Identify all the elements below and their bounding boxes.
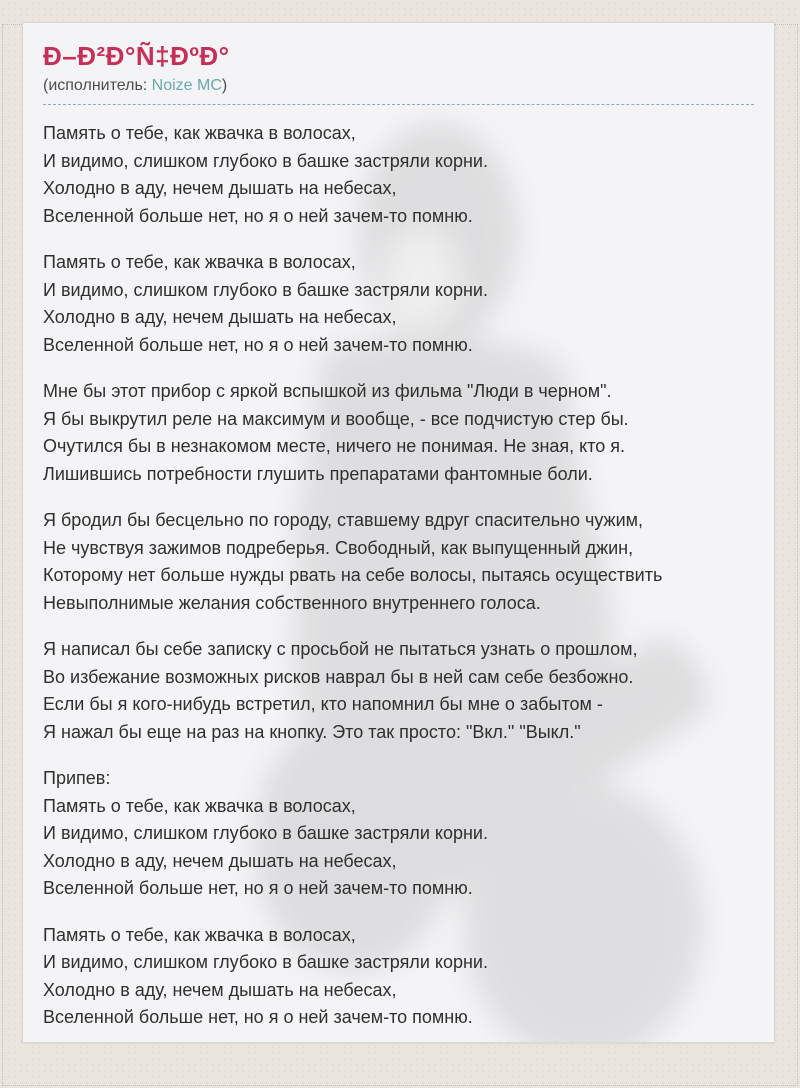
lyric-line: Вселенной больше нет, но я о ней зачем-то помню. [43, 1007, 473, 1027]
lyric-line: И видимо, слишком глубоко в башке застряли корни. [43, 150, 488, 171]
lyric-line: Холодно в аду, нечем дышать на небесах, [43, 850, 397, 871]
lyric-line: Холодно в аду, нечем дышать на небесах, [43, 178, 397, 198]
lyric-line: Я нажал бы еще на раз на кнопку. Это так просто: "Вкл." "Выкл." [43, 721, 581, 742]
artist-link[interactable]: Noize MC [151, 77, 222, 94]
lyric-line: Вселенной больше нет, но я о ней зачем-то помню. [43, 878, 473, 898]
lyric-line: И видимо, слишком глубоко в башке застряли корни. [43, 279, 488, 300]
lyric-line: И видимо, слишком глубоко в башке застряли корни. [43, 823, 488, 843]
lyric-line: Память о тебе, как жвачка в волосах, [43, 252, 356, 272]
lyric-line: Невыполнимые желания собственного внутреннего голоса. [43, 592, 541, 613]
stanza [43, 378, 754, 488]
lyric-line: Я написал бы себе записку с просьбой не пытаться узнать о прошлом, [43, 639, 638, 659]
artist-label-prefix: (исполнитель: [43, 77, 152, 94]
lyric-line: Во избежание возможных рисков наврал бы в ней сам себе безбожно. [43, 666, 634, 687]
lyric-line: Не чувствуя зажимов подреберья. Свободный, как выпущенный джин, [43, 537, 634, 558]
lyric-line: Мне бы этот прибор с яркой вспышкой из фильма "Люди в черном". [43, 381, 612, 401]
lyric-line: Вселенной больше нет, но я о ней зачем-то помню. [43, 334, 473, 355]
page [0, 22, 800, 1088]
chorus-label: Припев: [43, 768, 111, 788]
lyric-line: Вселенной больше нет, но я о ней зачем-то помню. [43, 205, 473, 226]
lyric-line: Я бродил бы бесцельно по городу, ставшему вдруг спасительно чужим, [43, 510, 644, 530]
lyrics-card [22, 22, 775, 1043]
chorus-stanza [43, 765, 754, 903]
stanza [43, 507, 754, 617]
lyric-line: Очутился бы в незнакомом месте, ничего не понимая. Не зная, кто я. [43, 436, 626, 456]
lyric-line: Которому нет больше нужды рвать на себе волосы, пытаясь осуществить [43, 565, 663, 585]
lyric-line: И видимо, слишком глубоко в башке застряли корни. [43, 952, 488, 972]
song-header [43, 41, 754, 105]
lyric-line: Память о тебе, как жвачка в волосах, [43, 123, 356, 143]
lyric-line: Лишившись потребности глушить препаратами фантомные боли. [43, 463, 593, 484]
stanza [43, 636, 754, 746]
artist-label-suffix: ) [221, 77, 228, 94]
lyric-line: Холодно в аду, нечем дышать на небесах, [43, 979, 397, 1000]
lyric-line: Если бы я кого-нибудь встретил, кто напомнил бы мне о забытом - [43, 694, 603, 714]
lyric-line: Холодно в аду, нечем дышать на небесах, [43, 307, 397, 327]
stanza [43, 249, 754, 359]
stanza [43, 922, 754, 1032]
card-content [23, 23, 774, 1032]
song-title: Ð–Ð²Ð°Ñ‡ÐºÐ° [43, 41, 230, 71]
lyrics-text [43, 120, 754, 1032]
lyric-line: Память о тебе, как жвачка в волосах, [43, 924, 356, 945]
artist-line [43, 77, 754, 105]
lyric-line: Память о тебе, как жвачка в волосах, [43, 795, 356, 816]
lyric-line: Я бы выкрутил реле на максимум и вообще, - все подчистую стер бы. [43, 408, 629, 429]
stanza [43, 120, 754, 230]
